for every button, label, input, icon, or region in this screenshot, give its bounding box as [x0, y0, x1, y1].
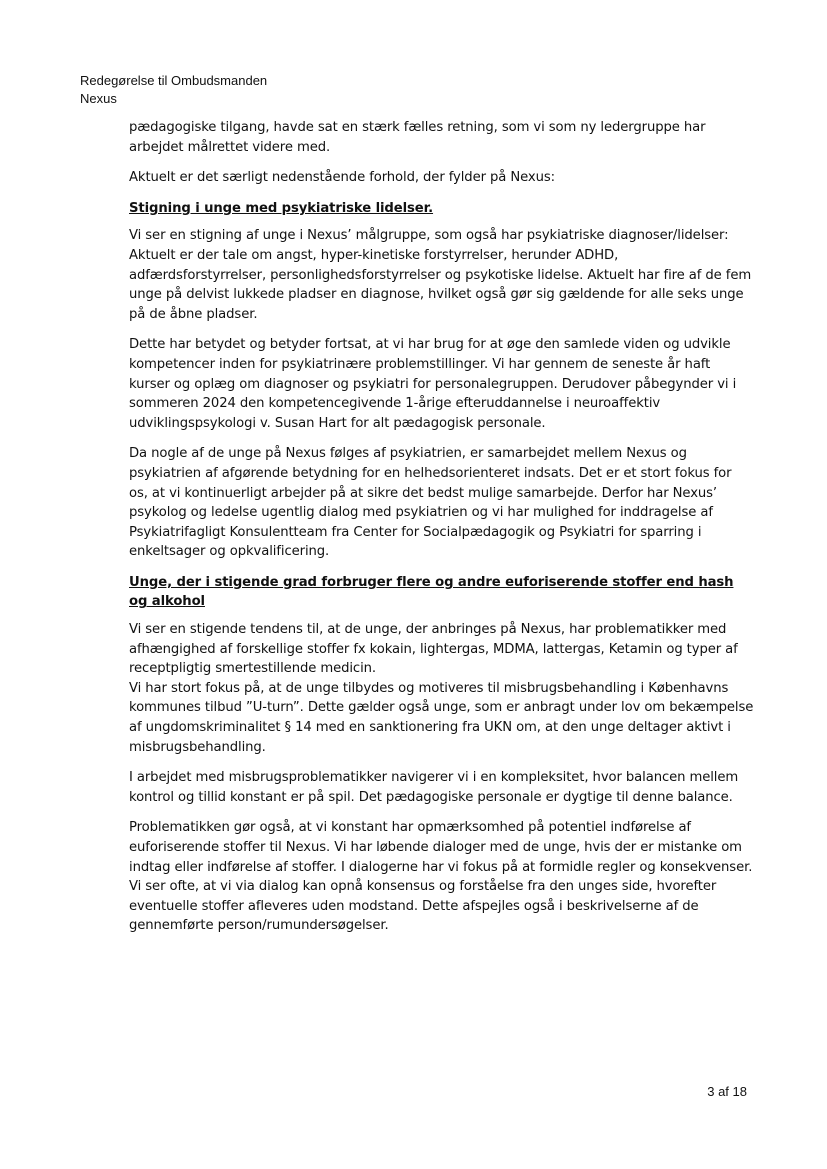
paragraph-2: Aktuelt er det særligt nedenstående forhold, der fylder på Nexus: [129, 170, 555, 186]
paragraph-4: Dette har betydet og betyder fortsat, at vi har brug for at øge den samlede viden og udvikle kompetencer inden for psykiatrinære problemstillinger. Vi har gennem de seneste år haft kurser og oplæg om diagnoser og psykiatri for personalegruppen. Derudover påbegynder vi i sommeren 2024 den kompetencegivende 1-årige efteruddannelse i neuroaffektiv udviklingspsykologi v. Susan Hart for alt pædagogisk personale. [129, 337, 737, 431]
section-heading-substances: Unge, der i stigende grad forbruger flere og andre euforiserende stoffer end hash og alkohol [129, 574, 734, 610]
document-body [129, 118, 754, 947]
page-number: 3 af 18 [707, 1084, 747, 1099]
paragraph-1: pædagogiske tilgang, havde sat en stærk fælles retning, som vi som ny ledergruppe har arbejdet målrettet videre med. [129, 120, 706, 155]
paragraph-6 [129, 620, 754, 757]
paragraph-3: Vi ser en stigning af unge i Nexus’ målgruppe, som også har psykiatriske diagnoser/lidelser: Aktuelt er der tale om angst, hyper-kinetiske forstyrrelser, herunder ADHD, adfærdsforstyrrelser, personlighedsforstyrrelser og psykotiske lidelse. Aktuelt har fire af de fem unge på delvist lukkede pladser en diagnose, hvilket også gør sig gældende for alle seks unge på de åbne pladser. [129, 228, 752, 322]
paragraph-6a: Vi ser en stigende tendens til, at de unge, der anbringes på Nexus, har problematikker med afhængighed af forskellige stoffer fx kokain, lightergas, MDMA, lattergas, Ketamin og typer af receptpligtig smertestillende medicin. [129, 622, 738, 677]
paragraph-6b: Vi har stort fokus på, at de unge tilbydes og motiveres til misbrugsbehandling i Københavns kommunes tilbud ”U-turn”. Dette gælder også unge, som er anbragt under lov om bekæmpelse af ungdomskriminalitet § 14 med en sanktionering fra UKN om, at den unge deltager aktivt i misbrugsbehandling. [129, 680, 754, 755]
paragraph-8: Problematikken gør også, at vi konstant har opmærksomhed på potentiel indførelse af euforiserende stoffer til Nexus. Vi har løbende dialoger med de unge, hvis der er mistanke om indtag eller indførelse af stoffer. I dialogerne har vi fokus på at formidle regler og konsekvenser. Vi ser ofte, at vi via dialog kan opnå konsensus og forståelse fra den unges side, hvorefter eventuelle stoffer afleveres uden modstand. Dette afspejles også i beskrivelserne af de gennemførte person/rumundersøgelser. [129, 820, 753, 934]
page-header [80, 72, 267, 108]
header-title: Redegørelse til Ombudsmanden [80, 73, 268, 88]
section-heading-psychiatric: Stigning i unge med psykiatriske lidelser. [129, 200, 434, 216]
header-subtitle: Nexus [80, 91, 117, 106]
paragraph-5: Da nogle af de unge på Nexus følges af psykiatrien, er samarbejdet mellem Nexus og psykiatrien af afgørende betydning for en helhedsorienteret indsats. Det er et stort fokus for os, at vi kontinuerligt arbejder på at sikre det bedst mulige samarbejde. Derfor har Nexus’ psykolog og ledelse ugentlig dialog med psykiatrien og vi har mulighed for inddragelse af Psykiatrifagligt Konsulentteam fra Center for Socialpædagogik og Psykiatri for sparring i enkeltsager og opkvalificering. [129, 446, 732, 560]
paragraph-7: I arbejdet med misbrugsproblematikker navigerer vi i en kompleksitet, hvor balancen mellem kontrol og tillid konstant er på spil. Det pædagogiske personale er dygtige til denne balance. [129, 770, 739, 805]
